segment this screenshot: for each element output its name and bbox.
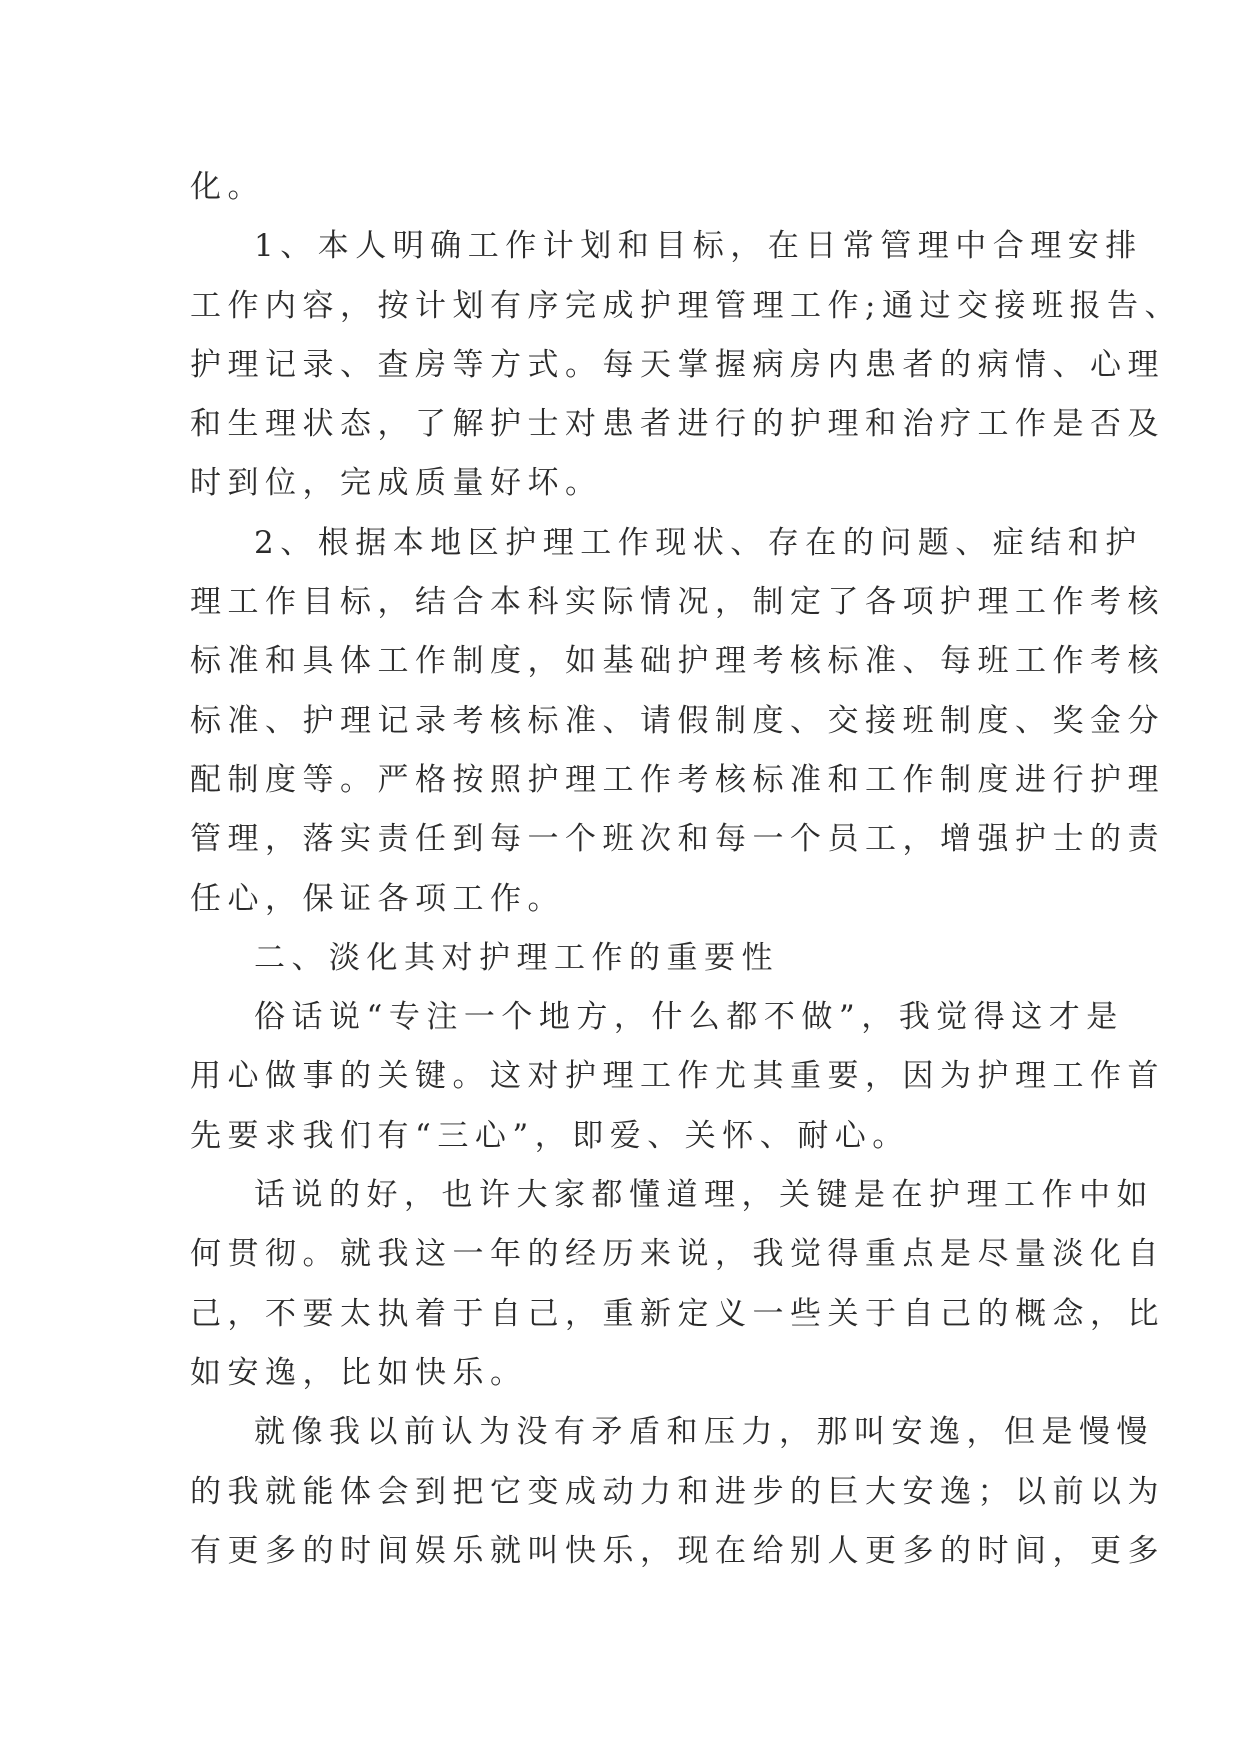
- document-text-line: 如安逸，比如快乐。: [190, 1354, 528, 1391]
- document-text-line: 化。: [190, 169, 265, 205]
- document-text-line: 时到位，完成质量好坏。: [190, 465, 603, 502]
- document-text-line: 二、淡化其对护理工作的重要性: [254, 939, 779, 976]
- document-text-line: 俗话说“专注一个地方，什么都不做”，我觉得这才是: [254, 999, 1124, 1036]
- document-text-line: 任心，保证各项工作。: [190, 880, 565, 917]
- document-text-line: 的我就能体会到把它变成动力和进步的巨大安逸；以前以为: [190, 1473, 1165, 1510]
- document-text-line: 标准和具体工作制度，如基础护理考核标准、每班工作考核: [190, 643, 1165, 680]
- document-text-line: 管理，落实责任到每一个班次和每一个员工，增强护士的责: [190, 821, 1165, 858]
- document-text-line: 和生理状态，了解护士对患者进行的护理和治疗工作是否及: [190, 406, 1165, 443]
- document-text-line: 话说的好，也许大家都懂道理，关键是在护理工作中如: [254, 1177, 1154, 1214]
- document-text-line: 配制度等。严格按照护理工作考核标准和工作制度进行护理: [190, 761, 1165, 798]
- document-text-line: 1、本人明确工作计划和目标，在日常管理中合理安排: [254, 228, 1143, 265]
- document-body: [190, 158, 1182, 1581]
- document-text-line: 有更多的时间娱乐就叫快乐，现在给别人更多的时间，更多: [190, 1532, 1165, 1569]
- document-text-line: 先要求我们有“三心”，即爱、关怀、耐心。: [190, 1117, 910, 1154]
- document-text-line: 理工作目标，结合本科实际情况，制定了各项护理工作考核: [190, 584, 1165, 621]
- document-text-line: 标准、护理记录考核标准、请假制度、交接班制度、奖金分: [190, 702, 1165, 739]
- document-text-line: 护理记录、查房等方式。每天掌握病房内患者的病情、心理: [190, 346, 1165, 383]
- document-text-line: 就像我以前认为没有矛盾和压力，那叫安逸，但是慢慢: [254, 1414, 1154, 1451]
- document-text-line: 何贯彻。就我这一年的经历来说，我觉得重点是尽量淡化自: [190, 1236, 1165, 1273]
- document-text-line: 用心做事的关键。这对护理工作尤其重要，因为护理工作首: [190, 1058, 1165, 1095]
- document-text-line: 己，不要太执着于自己，重新定义一些关于自己的概念，比: [190, 1295, 1165, 1332]
- document-text-line: 工作内容，按计划有序完成护理管理工作;通过交接班报告、: [190, 287, 1182, 324]
- document-text-line: 2、根据本地区护理工作现状、存在的问题、症结和护: [254, 524, 1143, 561]
